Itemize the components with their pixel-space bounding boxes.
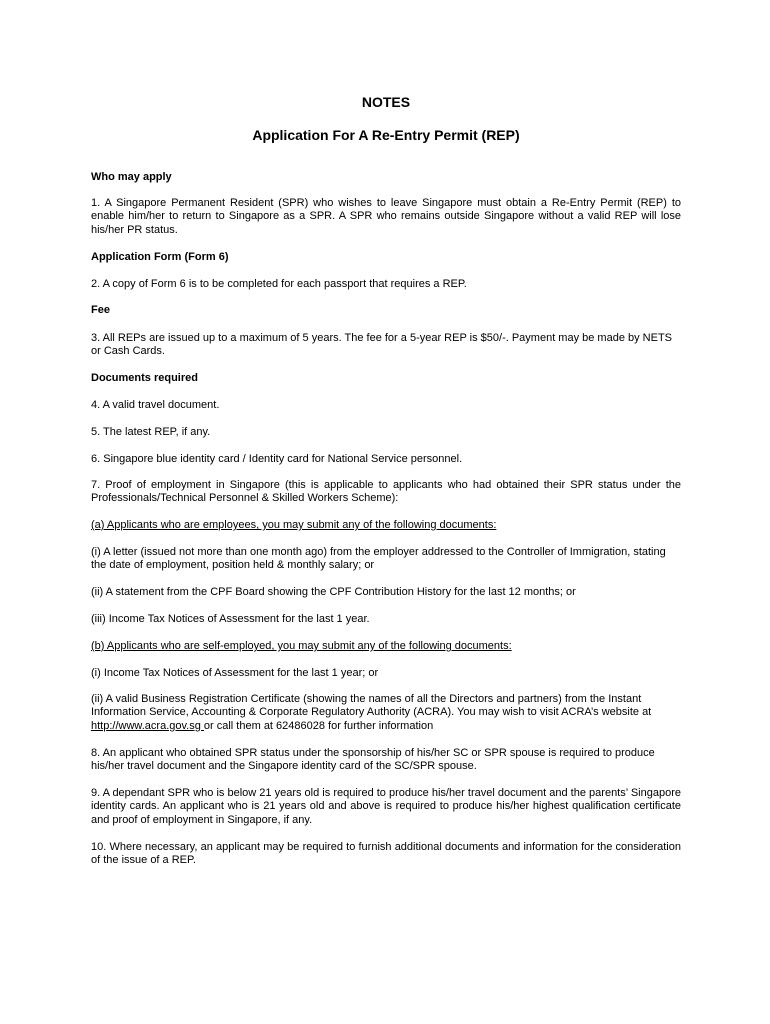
section-application-form: Application Form (Form 6) <box>91 251 229 263</box>
paragraph-7b-ii <box>91 693 681 733</box>
paragraph-2: 2. A copy of Form 6 is to be completed for each passport that requires a REP. <box>91 278 467 290</box>
paragraph-8: 8. An applicant who obtained SPR status under the sponsorship of his/her SC or SPR spouse is required to produce his/her travel document and the Singapore identity card of the SC/SPR spouse. <box>91 747 655 773</box>
paragraph-7b-i: (i) Income Tax Notices of Assessment for the last 1 year; or <box>91 667 379 679</box>
paragraph-9: 9. A dependant SPR who is below 21 years old is required to produce his/her travel document and the parents’ Singapore identity cards. An applicant who is 21 years old and above is required to produce his/her highest qualification certificate and proof of employment in Singapore, if any. <box>91 787 681 826</box>
paragraph-1: 1. A Singapore Permanent Resident (SPR) who wishes to leave Singapore must obtain a Re-Entry Permit (REP) to enable him/her to return to Singapore as a SPR. A SPR who remains outside Singapore without a valid REP will lose his/her PR status. <box>91 197 681 236</box>
paragraph-5: 5. The latest REP, if any. <box>91 426 211 438</box>
document-title: Application For A Re-Entry Permit (REP) <box>252 127 520 143</box>
paragraph-7b-ii-text: (ii) A valid Business Registration Certificate (showing the names of all the Directors and partners) from the Instant Information Service, Accounting & Corporate Regulatory Authority (ACRA). You may wish to visit ACRA’s website at <box>91 693 652 719</box>
paragraph-7a-i: (i) A letter (issued not more than one month ago) from the employer addressed to the Controller of Immigration, stating the date of employment, position held & monthly salary; or <box>91 546 666 572</box>
section-fee: Fee <box>91 304 110 316</box>
paragraph-6: 6. Singapore blue identity card / Identity card for National Service personnel. <box>91 453 463 465</box>
paragraph-7b-heading: (b) Applicants who are self-employed, you may submit any of the following documents: <box>91 640 512 652</box>
paragraph-7b-ii-tail: or call them at 62486028 for further information <box>203 719 434 732</box>
paragraph-7: 7. Proof of employment in Singapore (this is applicable to applicants who had obtained their SPR status under the Professionals/Technical Personnel & Skilled Workers Scheme): <box>91 479 681 505</box>
notes-heading: NOTES <box>361 94 411 110</box>
paragraph-10: 10. Where necessary, an applicant may be required to furnish additional documents and information for the consideration of the issue of a REP. <box>91 841 681 867</box>
paragraph-7a-iii: (iii) Income Tax Notices of Assessment for the last 1 year. <box>91 613 370 625</box>
acra-website-link[interactable]: http://www.acra.gov.sg <box>91 719 204 732</box>
section-who-may-apply: Who may apply <box>91 171 172 183</box>
paragraph-7a-heading: (a) Applicants who are employees, you may submit any of the following documents: <box>91 519 497 531</box>
paragraph-3: 3. All REPs are issued up to a maximum of 5 years. The fee for a 5-year REP is $50/-. Payment may be made by NETS or Cash Cards. <box>91 332 673 358</box>
paragraph-4: 4. A valid travel document. <box>91 399 220 411</box>
paragraph-7a-ii: (ii) A statement from the CPF Board showing the CPF Contribution History for the last 12 months; or <box>91 586 576 598</box>
section-documents-required: Documents required <box>91 372 198 384</box>
